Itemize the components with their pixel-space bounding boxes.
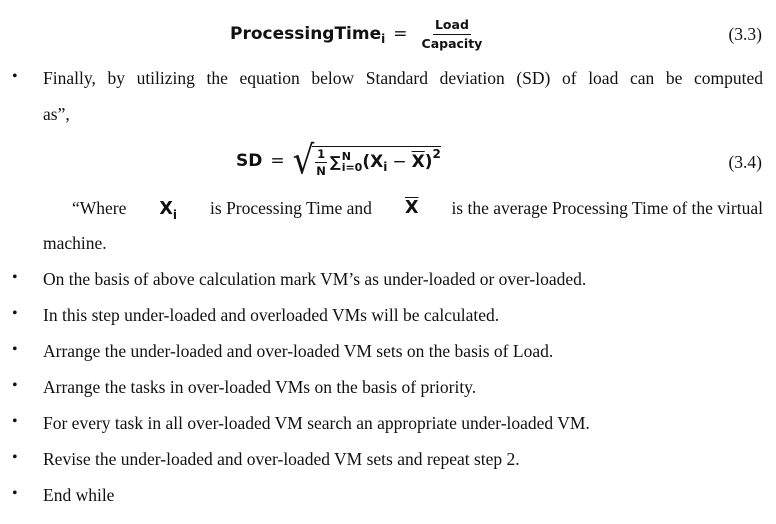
equation-standard-deviation xyxy=(236,138,441,184)
eq2-power: 2 xyxy=(432,147,441,161)
eq2-numerator: 1 xyxy=(317,146,326,161)
bullet-item: Arrange the tasks in over-loaded VMs on the basis of priority. xyxy=(43,377,477,397)
eq2-sum-limits xyxy=(342,151,363,173)
bullet-marker: • xyxy=(12,377,18,394)
eq2-number: (3.4) xyxy=(728,152,762,172)
where-var-xbar: $\overline{X}$ xyxy=(404,198,419,218)
where-var-xi: $X_i$ xyxy=(159,199,178,222)
eq1-equals: = xyxy=(393,24,408,44)
eq2-sum-lower: i=0 xyxy=(341,161,363,174)
bullet-marker: • xyxy=(12,305,18,322)
bullet-item: Revise the under-loaded and over-loaded VM sets and repeat step 2. xyxy=(43,449,520,469)
eq2-equals: = xyxy=(270,151,285,171)
bullet-marker: • xyxy=(12,449,18,466)
eq2-fraction xyxy=(314,148,328,177)
bullet-item: For every task in all over-loaded VM search an appropriate under-loaded VM. xyxy=(43,413,590,433)
eq1-fraction xyxy=(420,18,485,51)
eq1-numerator: Load xyxy=(433,18,471,35)
eq2-square-root xyxy=(292,138,441,184)
bullet-item: In this step under-loaded and overloaded VMs will be calculated. xyxy=(43,305,500,325)
eq1-denominator: Capacity xyxy=(421,35,483,51)
eq2-summation xyxy=(330,151,362,173)
sigma-icon: ∑ xyxy=(329,153,341,171)
eq1-lhs: ProcessingTime xyxy=(230,24,382,44)
eq1-number: (3.3) xyxy=(728,24,762,44)
eq2-xbar: $\overline{X}$ xyxy=(411,152,425,172)
bullet-marker: • xyxy=(12,68,18,85)
bullet-marker: • xyxy=(12,269,18,286)
equation-processing-time xyxy=(230,14,488,54)
bullet-marker: • xyxy=(12,341,18,358)
bullet-item: On the basis of above calculation mark VM’s as under-loaded or over-loaded. xyxy=(43,269,587,289)
eq2-minus: − xyxy=(392,152,407,172)
where-text-end: is the average Processing Time of the virtual xyxy=(451,198,763,218)
bullet-item: Arrange the under-loaded and over-loaded VM sets on the basis of Load. xyxy=(43,341,554,361)
eq2-lhs: SD xyxy=(236,151,263,171)
bullet-marker: • xyxy=(12,485,18,502)
eq1-lhs-subscript: i xyxy=(381,32,386,46)
eq2-open-paren: (X xyxy=(362,152,384,172)
eq2-x-subscript: i xyxy=(383,160,388,174)
eq2-radicand xyxy=(312,146,441,177)
eq2-close-paren: ) xyxy=(424,152,433,172)
paragraph-line: Finally, by utilizing the equation below Standard deviation (SD) of load can be computed xyxy=(43,68,763,88)
eq2-denominator: N xyxy=(316,163,326,178)
bullet-item: End while xyxy=(43,485,115,505)
paragraph-line: as”, xyxy=(43,104,70,124)
where-paragraph-line xyxy=(72,198,763,222)
paragraph-line: machine. xyxy=(43,233,107,253)
bullet-marker: • xyxy=(12,413,18,430)
sqrt-icon: √ xyxy=(292,138,315,184)
eq2-sum-upper: N xyxy=(341,150,351,163)
where-text-mid: is Processing Time and xyxy=(210,198,372,218)
where-word: “Where xyxy=(72,198,127,218)
